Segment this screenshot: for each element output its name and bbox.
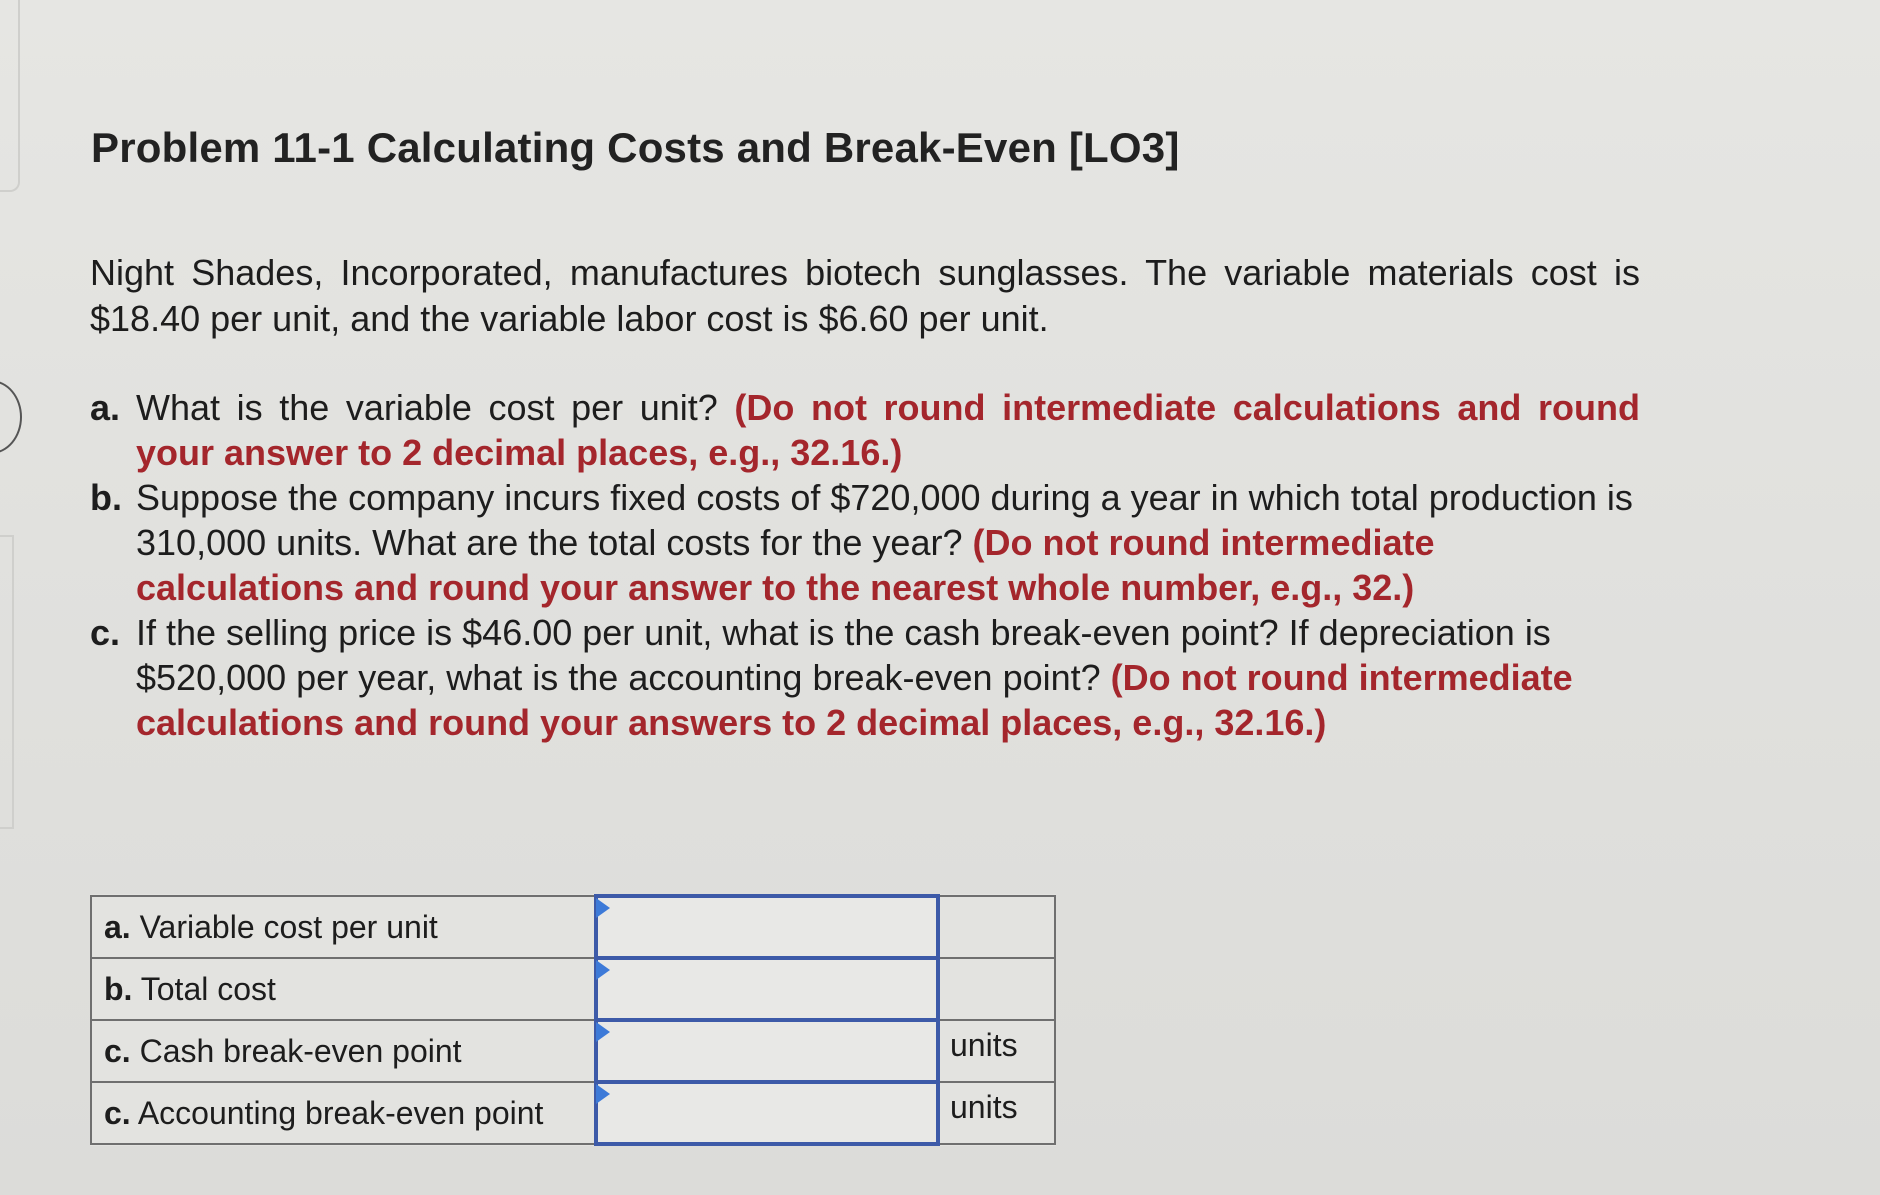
question-c [90, 610, 1640, 745]
problem-title: Problem 11-1 Calculating Costs and Break-Even [LO3] [91, 124, 1180, 171]
answer-input-cell[interactable] [596, 896, 938, 958]
problem-intro: Night Shades, Incorporated, manufactures biotech sunglasses. The variable materials cost is $18.40 per unit, and the variable labor cost is $6.60 per unit. [90, 252, 1640, 339]
table-row [91, 1020, 1055, 1082]
page-edge-mark [0, 535, 14, 829]
question-letter: b. [90, 477, 122, 518]
question-a [90, 385, 1640, 475]
row-label: b. Total cost [91, 958, 596, 1020]
accounting-break-even-input[interactable] [598, 1084, 936, 1142]
answer-input-cell[interactable] [596, 1020, 938, 1082]
answer-table [90, 894, 1056, 1146]
variable-cost-input[interactable] [598, 898, 936, 956]
question-b [90, 475, 1640, 610]
table-row [91, 958, 1055, 1020]
answer-input-cell[interactable] [596, 1082, 938, 1144]
row-label: c. Accounting break-even point [91, 1082, 596, 1144]
question-hint: (Do not round intermediate calculations and round your answer to 2 decimal places, e.g., 32.16.) [136, 387, 1640, 473]
row-label: c. Cash break-even point [91, 1020, 596, 1082]
answer-input-cell[interactable] [596, 958, 938, 1020]
input-marker-icon [596, 1084, 610, 1104]
page-edge-mark [0, 0, 20, 192]
row-label: a. Variable cost per unit [91, 896, 596, 958]
cash-break-even-input[interactable] [598, 1022, 936, 1080]
row-unit [938, 958, 1055, 1020]
page-edge-circle [0, 380, 22, 454]
table-row [91, 896, 1055, 958]
question-letter: c. [90, 612, 121, 653]
input-marker-icon [596, 898, 610, 918]
question-text: Suppose the company incurs fixed costs of $720,000 during a year in which total production is 310,000 units. What are the total costs for the year? [136, 477, 1633, 563]
row-unit: units [938, 1082, 1055, 1144]
row-unit [938, 896, 1055, 958]
table-row [91, 1082, 1055, 1144]
question-letter: a. [90, 387, 121, 428]
total-cost-input[interactable] [598, 960, 936, 1018]
input-marker-icon [596, 1022, 610, 1042]
question-hint: (Do not round intermediate calculations and round your answers to 2 decimal places, e.g., 32.16.) [136, 657, 1573, 743]
question-list [90, 385, 1640, 745]
question-text: What is the variable cost per unit? [136, 387, 718, 428]
question-text: If the selling price is $46.00 per unit, what is the cash break-even point? If depreciation is $520,000 per year, what is the accounting break-even point? [136, 612, 1551, 698]
input-marker-icon [596, 960, 610, 980]
question-hint: (Do not round intermediate calculations and round your answer to the nearest whole number, e.g., 32.) [136, 522, 1435, 608]
row-unit: units [938, 1020, 1055, 1082]
